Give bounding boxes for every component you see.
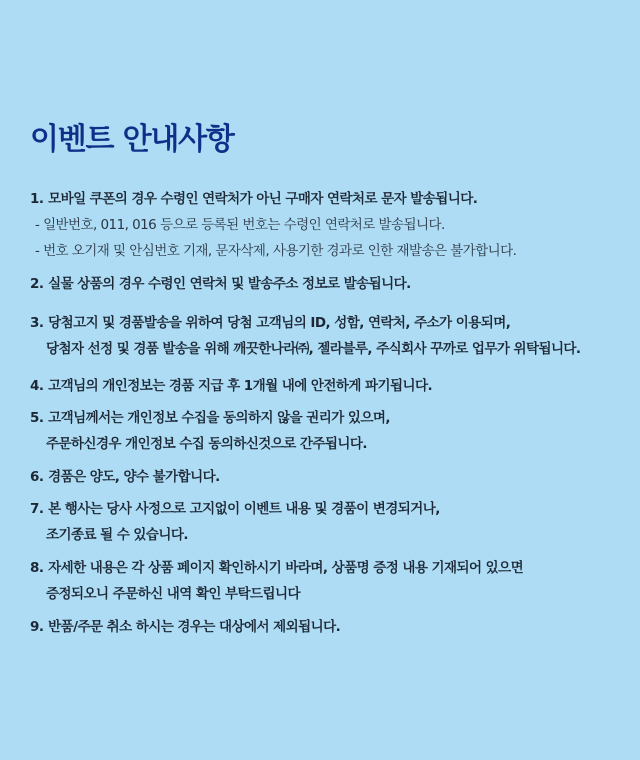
notice-item-5 [30, 409, 390, 427]
notice-item-3-continuation: 당첨자 선정 및 경품 발송을 위해 깨끗한나라㈜, 젤라블루, 주식회사 꾸까로 업무가 위탁됩니다. [46, 341, 581, 357]
notice-item-3 [30, 314, 510, 332]
notice-item-5-text: 고객님께서는 개인정보 수집을 동의하지 않을 권리가 있으며, [48, 410, 390, 426]
notice-item-8-continuation: 증정되오니 주문하신 내역 확인 부탁드립니다 [46, 586, 300, 602]
notice-item-7 [30, 500, 440, 518]
notice-item-1-text: 모바일 쿠폰의 경우 수령인 연락처가 아닌 구매자 연락처로 문자 발송됩니다. [48, 191, 478, 207]
notice-item-3-number: 3. [30, 315, 44, 331]
notice-item-2-number: 2. [30, 276, 44, 292]
notice-item-5-number: 5. [30, 410, 44, 426]
notice-item-7-text: 본 행사는 당사 사정으로 고지없이 이벤트 내용 및 경품이 변경되거나, [48, 501, 440, 517]
notice-item-9 [30, 618, 340, 636]
notice-item-8-text: 자세한 내용은 각 상품 페이지 확인하시기 바라며, 상품명 증정 내용 기재되어 있으면 [48, 560, 524, 576]
notice-item-7-continuation: 조기종료 될 수 있습니다. [46, 527, 188, 543]
notice-item-4 [30, 377, 432, 395]
notice-item-4-number: 4. [30, 378, 44, 394]
notice-item-2-text: 실물 상품의 경우 수령인 연락처 및 발송주소 정보로 발송됩니다. [48, 276, 411, 292]
notice-item-1-number: 1. [30, 191, 44, 207]
notice-item-1-subitem-2: - 번호 오기재 및 안심번호 기재, 문자삭제, 사용기한 경과로 인한 재발송은 불가합니다. [35, 243, 517, 259]
notice-item-5-continuation: 주문하신경우 개인정보 수집 동의하신것으로 간주됩니다. [46, 436, 367, 452]
notice-item-8-number: 8. [30, 560, 44, 576]
notice-item-1 [30, 190, 477, 208]
notice-item-6-number: 6. [30, 469, 44, 485]
notice-item-6 [30, 468, 220, 486]
notice-item-8 [30, 559, 523, 577]
notice-item-2 [30, 275, 411, 293]
notice-item-7-number: 7. [30, 501, 44, 517]
notice-item-9-text: 반품/주문 취소 하시는 경우는 대상에서 제외됩니다. [48, 619, 341, 635]
notice-item-4-text: 고객님의 개인정보는 경품 지급 후 1개월 내에 안전하게 파기됩니다. [48, 378, 433, 394]
notice-item-3-text: 당첨고지 및 경품발송을 위하여 당첨 고객님의 ID, 성함, 연락처, 주소가 이용되며, [48, 315, 511, 331]
page-title: 이벤트 안내사항 [30, 122, 234, 157]
notice-item-6-text: 경품은 양도, 양수 불가합니다. [48, 469, 220, 485]
notice-item-1-subitem-1: - 일반번호, 011, 016 등으로 등록된 번호는 수령인 연락처로 발송됩니다. [35, 217, 445, 233]
notice-item-9-number: 9. [30, 619, 44, 635]
